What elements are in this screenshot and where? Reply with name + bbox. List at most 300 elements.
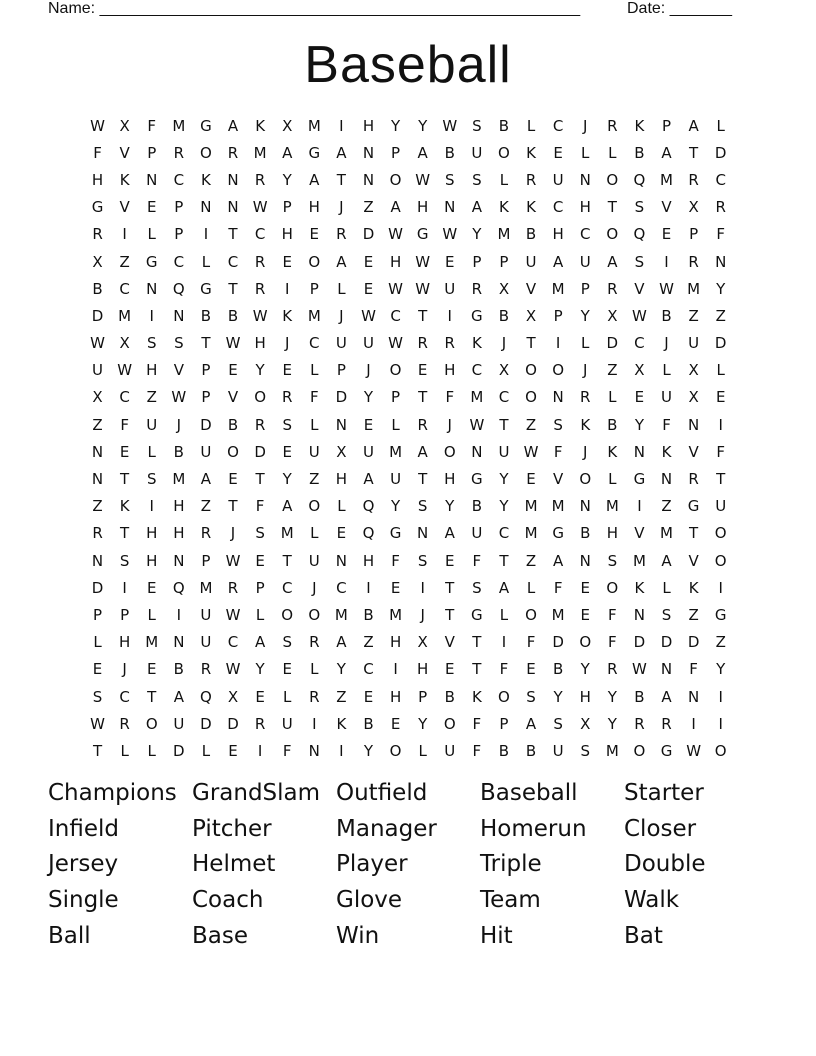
grid-letter: W bbox=[361, 306, 376, 325]
grid-letter: A bbox=[309, 170, 320, 189]
grid-letter: K bbox=[607, 442, 618, 461]
grid-letter: K bbox=[119, 497, 130, 516]
grid-letter: T bbox=[120, 470, 130, 489]
grid-letter: H bbox=[146, 524, 158, 543]
grid-letter: I bbox=[501, 633, 507, 652]
grid-letter: B bbox=[634, 143, 645, 162]
grid-letter: U bbox=[362, 442, 374, 461]
grid-letter: P bbox=[418, 687, 428, 706]
grid-letter: Y bbox=[716, 279, 726, 298]
word-list-item: Walk bbox=[624, 887, 680, 914]
grid-letter: T bbox=[418, 306, 428, 325]
grid-letter: Y bbox=[580, 306, 590, 325]
grid-letter: R bbox=[607, 116, 618, 135]
grid-letter: K bbox=[661, 442, 672, 461]
grid-letter: V bbox=[688, 442, 699, 461]
grid-letter: H bbox=[119, 633, 131, 652]
grid-letter: F bbox=[120, 415, 129, 434]
grid-letter: H bbox=[444, 361, 456, 380]
grid-letter: Y bbox=[499, 470, 509, 489]
grid-letter: Y bbox=[716, 660, 726, 679]
grid-letter: F bbox=[309, 388, 319, 407]
grid-letter: O bbox=[606, 225, 619, 244]
grid-letter: C bbox=[552, 116, 564, 135]
grid-letter: P bbox=[201, 361, 211, 380]
grid-letter: N bbox=[687, 415, 700, 434]
grid-letter: Z bbox=[661, 497, 672, 516]
grid-letter: B bbox=[580, 524, 591, 543]
grid-letter: N bbox=[146, 279, 158, 298]
grid-letter: B bbox=[200, 306, 212, 325]
grid-letter: O bbox=[606, 170, 619, 189]
grid-letter: N bbox=[91, 442, 104, 461]
grid-letter: U bbox=[661, 388, 672, 407]
grid-row bbox=[84, 465, 736, 492]
grid-letter: Z bbox=[92, 415, 103, 434]
grid-letter: I bbox=[257, 741, 263, 760]
grid-letter: W bbox=[415, 252, 431, 271]
grid-letter: E bbox=[715, 388, 726, 407]
grid-letter: P bbox=[336, 361, 346, 380]
grid-letter: D bbox=[362, 225, 375, 244]
grid-letter: Z bbox=[92, 497, 103, 516]
grid-letter: O bbox=[498, 143, 510, 162]
grid-letter: J bbox=[664, 334, 669, 353]
grid-letter: S bbox=[146, 470, 157, 489]
grid-letter: D bbox=[606, 334, 619, 353]
grid-letter: E bbox=[580, 605, 590, 624]
grid-letter: K bbox=[471, 334, 482, 353]
grid-letter: N bbox=[173, 633, 185, 652]
grid-letter: P bbox=[120, 605, 130, 624]
grid-letter: M bbox=[389, 442, 403, 461]
word-list-item: Player bbox=[336, 851, 408, 878]
grid-letter: V bbox=[553, 470, 564, 489]
grid-letter: I bbox=[176, 605, 182, 624]
grid-letter: I bbox=[555, 334, 561, 353]
grid-letter: T bbox=[147, 687, 157, 706]
grid-letter: E bbox=[146, 198, 157, 217]
grid-letter: F bbox=[608, 633, 617, 652]
grid-letter: A bbox=[336, 252, 347, 271]
grid-letter: I bbox=[312, 714, 317, 733]
grid-letter: M bbox=[551, 497, 565, 516]
grid-letter: F bbox=[716, 442, 726, 461]
grid-letter: H bbox=[173, 524, 185, 543]
grid-letter: R bbox=[254, 279, 266, 298]
grid-letter: Y bbox=[363, 741, 374, 760]
grid-letter: D bbox=[91, 578, 104, 597]
grid-letter: Z bbox=[715, 633, 726, 652]
grid-letter: W bbox=[171, 388, 187, 407]
grid-letter: O bbox=[498, 687, 510, 706]
grid-letter: H bbox=[91, 170, 104, 189]
grid-letter: F bbox=[472, 551, 482, 570]
grid-letter: T bbox=[255, 470, 265, 489]
grid-letter: B bbox=[227, 415, 239, 434]
grid-letter: N bbox=[91, 551, 104, 570]
grid-letter: S bbox=[634, 198, 645, 217]
grid-letter: G bbox=[416, 225, 429, 244]
grid-letter: Z bbox=[525, 551, 537, 570]
grid-letter: U bbox=[471, 524, 483, 543]
grid-letter: M bbox=[307, 306, 321, 325]
grid-letter: J bbox=[501, 334, 507, 353]
grid-letter: D bbox=[227, 714, 239, 733]
grid-letter: Y bbox=[634, 415, 644, 434]
grid-letter: Y bbox=[418, 116, 428, 135]
grid-letter: T bbox=[445, 605, 455, 624]
grid-letter: I bbox=[339, 116, 344, 135]
letter-grid bbox=[84, 112, 736, 765]
grid-letter: I bbox=[149, 497, 154, 516]
grid-row bbox=[84, 384, 736, 411]
grid-letter: S bbox=[472, 578, 482, 597]
grid-letter: G bbox=[633, 470, 646, 489]
grid-letter: L bbox=[716, 361, 725, 380]
grid-letter: W bbox=[225, 334, 241, 353]
grid-letter: A bbox=[390, 198, 401, 217]
grid-letter: L bbox=[662, 578, 671, 597]
grid-letter: E bbox=[363, 415, 374, 434]
grid-letter: D bbox=[660, 633, 673, 652]
grid-letter: D bbox=[200, 415, 212, 434]
grid-letter: U bbox=[335, 334, 347, 353]
grid-letter: O bbox=[714, 741, 727, 760]
grid-letter: X bbox=[525, 306, 537, 325]
grid-letter: B bbox=[444, 143, 455, 162]
grid-letter: H bbox=[362, 116, 375, 135]
grid-letter: E bbox=[282, 252, 292, 271]
grid-letter: N bbox=[687, 687, 700, 706]
grid-letter: J bbox=[122, 660, 127, 679]
grid-letter: B bbox=[471, 497, 482, 516]
grid-letter: U bbox=[200, 605, 212, 624]
grid-letter: J bbox=[447, 415, 452, 434]
grid-letter: V bbox=[525, 279, 537, 298]
grid-letter: H bbox=[417, 198, 429, 217]
grid-letter: X bbox=[688, 388, 699, 407]
grid-letter: R bbox=[607, 279, 618, 298]
grid-letter: O bbox=[525, 361, 537, 380]
grid-letter: N bbox=[715, 252, 727, 271]
grid-letter: L bbox=[608, 143, 617, 162]
grid-letter: A bbox=[444, 524, 455, 543]
grid-row bbox=[84, 112, 736, 139]
grid-letter: G bbox=[200, 116, 212, 135]
grid-letter: T bbox=[716, 470, 726, 489]
grid-letter: S bbox=[282, 633, 292, 652]
grid-letter: R bbox=[309, 633, 320, 652]
grid-letter: L bbox=[526, 578, 536, 597]
grid-letter: E bbox=[282, 660, 292, 679]
grid-letter: X bbox=[607, 306, 618, 325]
grid-letter: F bbox=[499, 660, 509, 679]
grid-letter: X bbox=[119, 334, 130, 353]
grid-letter: F bbox=[472, 714, 482, 733]
grid-letter: U bbox=[200, 633, 212, 652]
grid-letter: V bbox=[634, 524, 645, 543]
grid-letter: D bbox=[714, 334, 727, 353]
word-list-item: Glove bbox=[336, 887, 403, 914]
grid-letter: U bbox=[471, 143, 483, 162]
grid-letter: T bbox=[526, 334, 536, 353]
grid-letter: D bbox=[173, 741, 185, 760]
grid-letter: G bbox=[91, 198, 104, 217]
word-list-item: Outfield bbox=[336, 780, 428, 806]
grid-letter: F bbox=[472, 741, 482, 760]
grid-letter: T bbox=[445, 578, 455, 597]
grid-letter: M bbox=[632, 551, 646, 570]
grid-letter: J bbox=[420, 605, 425, 624]
grid-letter: T bbox=[282, 551, 292, 570]
grid-letter: B bbox=[661, 306, 672, 325]
grid-letter: Y bbox=[553, 687, 563, 706]
word-list-item: Helmet bbox=[192, 851, 276, 878]
grid-letter: O bbox=[281, 605, 294, 624]
grid-letter: X bbox=[282, 116, 293, 135]
grid-letter: V bbox=[173, 361, 184, 380]
grid-letter: A bbox=[254, 633, 266, 652]
grid-letter: X bbox=[119, 116, 130, 135]
word-list-item: Closer bbox=[624, 815, 697, 842]
grid-letter: B bbox=[92, 279, 103, 298]
grid-letter: F bbox=[662, 415, 671, 434]
grid-letter: N bbox=[362, 143, 375, 162]
grid-letter: W bbox=[388, 279, 403, 298]
grid-letter: Z bbox=[688, 306, 699, 325]
grid-letter: B bbox=[525, 741, 537, 760]
grid-letter: C bbox=[336, 578, 347, 597]
grid-letter: L bbox=[310, 524, 319, 543]
grid-letter: B bbox=[498, 116, 510, 135]
grid-letter: M bbox=[687, 279, 701, 298]
grid-letter: L bbox=[147, 741, 156, 760]
grid-letter: S bbox=[580, 741, 590, 760]
grid-letter: Z bbox=[525, 415, 537, 434]
grid-letter: R bbox=[634, 714, 645, 733]
grid-letter: X bbox=[580, 714, 591, 733]
grid-row bbox=[84, 601, 736, 628]
grid-letter: F bbox=[526, 633, 536, 652]
grid-letter: U bbox=[146, 415, 158, 434]
grid-row bbox=[84, 547, 736, 574]
grid-letter: G bbox=[687, 497, 700, 516]
grid-letter: Q bbox=[362, 524, 375, 543]
grid-letter: L bbox=[283, 687, 292, 706]
grid-letter: E bbox=[228, 361, 238, 380]
name-field-label: Name: ______________________________________________________ bbox=[48, 0, 581, 17]
grid-letter: W bbox=[686, 741, 702, 760]
grid-letter: A bbox=[363, 470, 374, 489]
grid-letter: I bbox=[718, 714, 723, 733]
grid-letter: O bbox=[606, 578, 619, 597]
header-row bbox=[48, 0, 748, 20]
grid-letter: G bbox=[308, 143, 321, 162]
grid-letter: V bbox=[688, 551, 699, 570]
grid-letter: E bbox=[228, 470, 238, 489]
grid-letter: P bbox=[391, 143, 401, 162]
grid-letter: P bbox=[499, 714, 509, 733]
grid-letter: L bbox=[337, 497, 346, 516]
grid-letter: O bbox=[714, 551, 727, 570]
grid-letter: F bbox=[445, 388, 455, 407]
grid-letter: W bbox=[659, 279, 674, 298]
grid-letter: A bbox=[417, 143, 428, 162]
grid-letter: J bbox=[583, 442, 588, 461]
grid-letter: T bbox=[499, 415, 509, 434]
grid-letter: S bbox=[553, 714, 563, 733]
grid-letter: P bbox=[391, 388, 401, 407]
word-list-item: Pitcher bbox=[192, 815, 272, 842]
grid-letter: A bbox=[227, 116, 239, 135]
grid-letter: Q bbox=[200, 687, 212, 706]
grid-letter: N bbox=[633, 442, 646, 461]
grid-letter: Y bbox=[472, 225, 482, 244]
grid-letter: A bbox=[661, 687, 672, 706]
grid-letter: N bbox=[579, 497, 591, 516]
grid-letter: E bbox=[390, 578, 401, 597]
grid-letter: T bbox=[472, 633, 482, 652]
grid-letter: W bbox=[442, 225, 458, 244]
grid-letter: L bbox=[581, 334, 590, 353]
grid-letter: N bbox=[471, 442, 483, 461]
grid-letter: H bbox=[308, 198, 320, 217]
grid-letter: L bbox=[608, 470, 617, 489]
grid-letter: R bbox=[417, 415, 428, 434]
grid-letter: V bbox=[634, 279, 645, 298]
grid-letter: R bbox=[254, 170, 266, 189]
grid-letter: B bbox=[363, 605, 374, 624]
grid-letter: T bbox=[92, 741, 103, 760]
grid-letter: E bbox=[580, 578, 590, 597]
grid-row bbox=[84, 302, 736, 329]
grid-letter: R bbox=[254, 252, 266, 271]
grid-letter: L bbox=[337, 279, 346, 298]
grid-letter: M bbox=[199, 578, 213, 597]
grid-letter: Y bbox=[390, 497, 401, 516]
grid-letter: L bbox=[310, 361, 319, 380]
grid-letter: L bbox=[201, 252, 211, 271]
grid-letter: C bbox=[254, 225, 266, 244]
word-list-item: Base bbox=[192, 922, 249, 949]
grid-letter: W bbox=[225, 551, 241, 570]
grid-letter: A bbox=[553, 551, 564, 570]
grid-letter: U bbox=[308, 442, 320, 461]
grid-letter: U bbox=[444, 279, 456, 298]
grid-letter: C bbox=[227, 633, 239, 652]
grid-letter: V bbox=[227, 388, 239, 407]
grid-letter: I bbox=[718, 415, 723, 434]
grid-letter: B bbox=[634, 687, 645, 706]
grid-letter: L bbox=[581, 143, 590, 162]
grid-row bbox=[84, 438, 736, 465]
grid-letter: O bbox=[145, 714, 158, 733]
grid-row bbox=[84, 493, 736, 520]
grid-letter: O bbox=[389, 741, 402, 760]
grid-letter: I bbox=[447, 306, 452, 325]
grid-letter: Z bbox=[363, 633, 374, 652]
grid-letter: A bbox=[471, 198, 482, 217]
grid-letter: I bbox=[366, 578, 371, 597]
grid-letter: L bbox=[147, 442, 156, 461]
grid-letter: R bbox=[336, 225, 347, 244]
grid-letter: Y bbox=[255, 660, 265, 679]
grid-letter: Y bbox=[282, 470, 292, 489]
grid-letter: E bbox=[255, 551, 265, 570]
grid-letter: N bbox=[417, 524, 429, 543]
grid-letter: S bbox=[417, 497, 428, 516]
grid-letter: M bbox=[497, 225, 511, 244]
grid-letter: W bbox=[252, 198, 268, 217]
grid-letter: Y bbox=[282, 170, 292, 189]
grid-letter: R bbox=[607, 660, 618, 679]
grid-letter: P bbox=[553, 306, 563, 325]
grid-letter: M bbox=[172, 116, 186, 135]
grid-letter: C bbox=[119, 687, 130, 706]
grid-letter: A bbox=[336, 633, 347, 652]
grid-letter: F bbox=[93, 143, 102, 162]
grid-letter: F bbox=[553, 578, 563, 597]
grid-letter: Y bbox=[607, 714, 617, 733]
grid-letter: K bbox=[499, 198, 509, 217]
grid-letter: B bbox=[607, 415, 618, 434]
grid-letter: X bbox=[498, 361, 510, 380]
grid-letter: K bbox=[201, 170, 211, 189]
grid-letter: G bbox=[471, 470, 483, 489]
grid-letter: D bbox=[687, 633, 700, 652]
grid-letter: O bbox=[525, 605, 537, 624]
grid-letter: W bbox=[469, 415, 485, 434]
grid-letter: P bbox=[282, 198, 292, 217]
grid-letter: X bbox=[688, 361, 699, 380]
grid-letter: B bbox=[227, 306, 239, 325]
grid-letter: P bbox=[580, 279, 590, 298]
grid-letter: H bbox=[146, 551, 158, 570]
grid-letter: U bbox=[579, 252, 591, 271]
grid-letter: G bbox=[660, 741, 673, 760]
grid-letter: P bbox=[255, 578, 265, 597]
grid-letter: C bbox=[390, 306, 401, 325]
grid-letter: R bbox=[688, 470, 699, 489]
word-list-item: Infield bbox=[48, 815, 119, 842]
grid-letter: E bbox=[228, 741, 238, 760]
grid-letter: L bbox=[662, 361, 671, 380]
grid-letter: A bbox=[688, 116, 699, 135]
grid-letter: I bbox=[149, 306, 154, 325]
grid-letter: Z bbox=[607, 361, 618, 380]
word-list-item: Coach bbox=[192, 887, 264, 914]
grid-letter: Q bbox=[633, 225, 646, 244]
grid-letter: Z bbox=[309, 470, 320, 489]
grid-letter: J bbox=[312, 578, 317, 597]
grid-letter: F bbox=[255, 497, 265, 516]
grid-letter: R bbox=[119, 714, 130, 733]
grid-letter: P bbox=[174, 198, 184, 217]
grid-letter: E bbox=[336, 524, 347, 543]
grid-letter: O bbox=[633, 741, 646, 760]
grid-letter: L bbox=[499, 170, 509, 189]
grid-letter: S bbox=[472, 116, 482, 135]
grid-letter: H bbox=[389, 687, 402, 706]
grid-letter: L bbox=[526, 116, 536, 135]
grid-letter: A bbox=[282, 497, 293, 516]
grid-letter: E bbox=[526, 470, 536, 489]
grid-row bbox=[84, 683, 736, 710]
grid-letter: H bbox=[362, 551, 375, 570]
grid-letter: M bbox=[389, 605, 403, 624]
grid-letter: S bbox=[255, 524, 265, 543]
